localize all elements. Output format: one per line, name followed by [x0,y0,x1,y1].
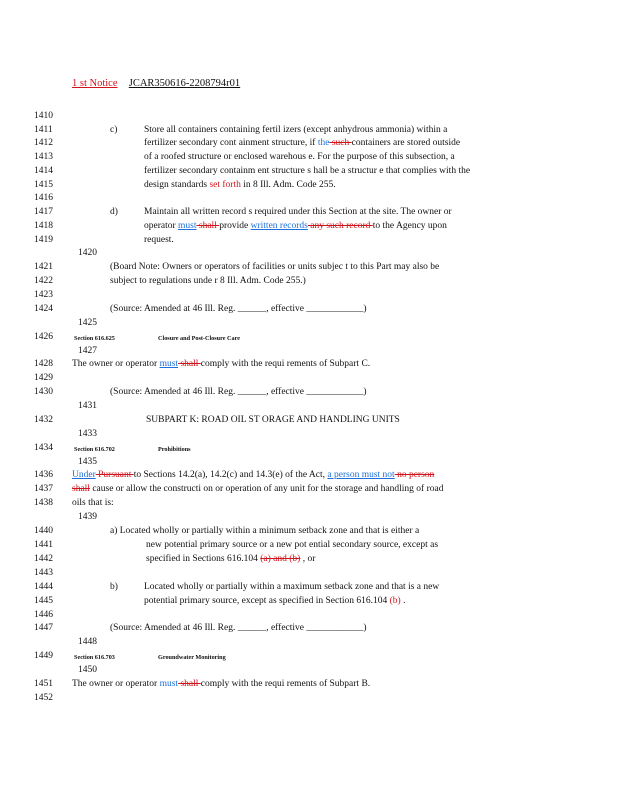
line-number: 1428 [34,359,53,369]
line-number: 1412 [34,138,53,148]
jcar-code: JCAR350616-2208794r01 [128,78,241,89]
paragraph-1438: oils that is: [72,498,114,508]
source-note: (Source: Amended at 46 Ill. Reg. ______, effective ____________) [110,623,367,633]
subpart-heading: SUBPART K: ROAD OIL ST ORAGE AND HANDLING UNITS [146,415,400,425]
line-number: 1449 [34,651,53,661]
line-number: 1447 [34,623,53,633]
line-number: 1452 [34,693,53,703]
section-title: Prohibitions [158,446,191,453]
para-c-line4: fertilizer secondary containm ent structure s hall be a structur e that complies with the [144,166,471,176]
item-b-line2: potential primary source, except as specified in Section 616.104 (b) . [144,596,406,606]
line-number: 1423 [34,290,53,300]
section-number: Section 616.625 [74,335,115,342]
line-number: 1444 [34,582,53,592]
board-note-line1: (Board Note: Owners or operators of facilities or units subjec t to this Part may also be [110,262,440,272]
line-number: 1442 [34,554,53,564]
section-number: Section 616.703 [74,654,115,661]
line-number: 1436 [34,470,53,480]
line-number: 1443 [34,568,53,578]
line-number: 1422 [34,276,53,286]
item-b-line1: Located wholly or partially within a maximum setback zone and that is a new [144,582,440,592]
source-note: (Source: Amended at 46 Ill. Reg. ______, effective ____________) [110,304,367,314]
line-number: 1437 [34,484,53,494]
notice-label: 1 st Notice [72,78,118,89]
line-number: 1426 [34,332,53,342]
item-label: d) [110,207,118,217]
line-number: 1419 [34,235,53,245]
para-c-line5: design standards set forth in 8 Ill. Adm. Code 255. [144,180,336,190]
line-number: 1435 [78,457,97,467]
page-header [72,78,240,89]
line-number: 1451 [34,679,53,689]
line-number: 1424 [34,304,53,314]
line-number: 1429 [34,373,53,383]
line-number: 1430 [34,387,53,397]
line-number: 1439 [78,512,97,522]
para-c-line2: fertilizer secondary cont ainment structure, if the such containers are stored outside [144,138,461,148]
para-d-line3: request. [144,235,174,245]
paragraph-1451: The owner or operator must shall comply with the requi rements of Subpart B. [72,679,371,689]
line-number: 1418 [34,221,53,231]
line-number: 1427 [78,346,97,356]
line-number: 1431 [78,401,97,411]
line-number: 1425 [78,318,97,328]
section-number: Section 616.702 [74,446,115,453]
line-number: 1448 [78,637,97,647]
item-a-line2: new potential primary source or a new pot ential secondary source, except as [146,540,439,550]
para-d-line1: Maintain all written record s required under this Section at the site. The owner or [144,207,452,217]
line-number: 1433 [78,429,97,439]
paragraph-1436: Under Pursuant to Sections 14.2(a), 14.2(c) and 14.3(e) of the Act, a person must not no person [72,470,435,480]
line-number: 1414 [34,166,53,176]
para-c-line1: Store all containers containing fertil izers (except anhydrous ammonia) within a [144,125,448,135]
item-a-line1: a) Located wholly or partially within a minimum setback zone and that is either a [110,526,420,536]
source-note: (Source: Amended at 46 Ill. Reg. ______, effective ____________) [110,387,367,397]
line-number: 1420 [78,248,97,258]
line-number: 1441 [34,540,53,550]
line-number: 1446 [34,610,53,620]
line-number: 1413 [34,152,53,162]
line-number: 1410 [34,111,53,121]
line-number: 1416 [34,193,53,203]
section-title: Closure and Post-Closure Care [158,335,240,342]
paragraph-1428: The owner or operator must shall comply with the requi rements of Subpart C. [72,359,371,369]
paragraph-1437: shall cause or allow the constructi on or operation of any unit for the storage and handling of road [72,484,444,494]
line-number: 1438 [34,498,53,508]
line-number: 1434 [34,443,53,453]
para-c-line3: of a roofed structure or enclosed warehous e. For the purpose of this subsection, a [144,152,455,162]
item-a-line3: specified in Sections 616.104 (a) and (b) , or [146,554,316,564]
line-number: 1432 [34,415,53,425]
line-number: 1415 [34,180,53,190]
line-number: 1450 [78,665,97,675]
line-number: 1421 [34,262,53,272]
para-d-line2: operator must shall provide written records any such record to the Agency upon [144,221,447,231]
section-title: Groundwater Monitoring [158,654,226,661]
item-label: c) [110,125,118,135]
line-number: 1411 [34,125,53,135]
item-label: b) [110,582,118,592]
board-note-line2: subject to regulations unde r 8 Ill. Adm. Code 255.) [110,276,306,286]
line-number: 1417 [34,207,53,217]
line-number: 1445 [34,596,53,606]
line-number: 1440 [34,526,53,536]
